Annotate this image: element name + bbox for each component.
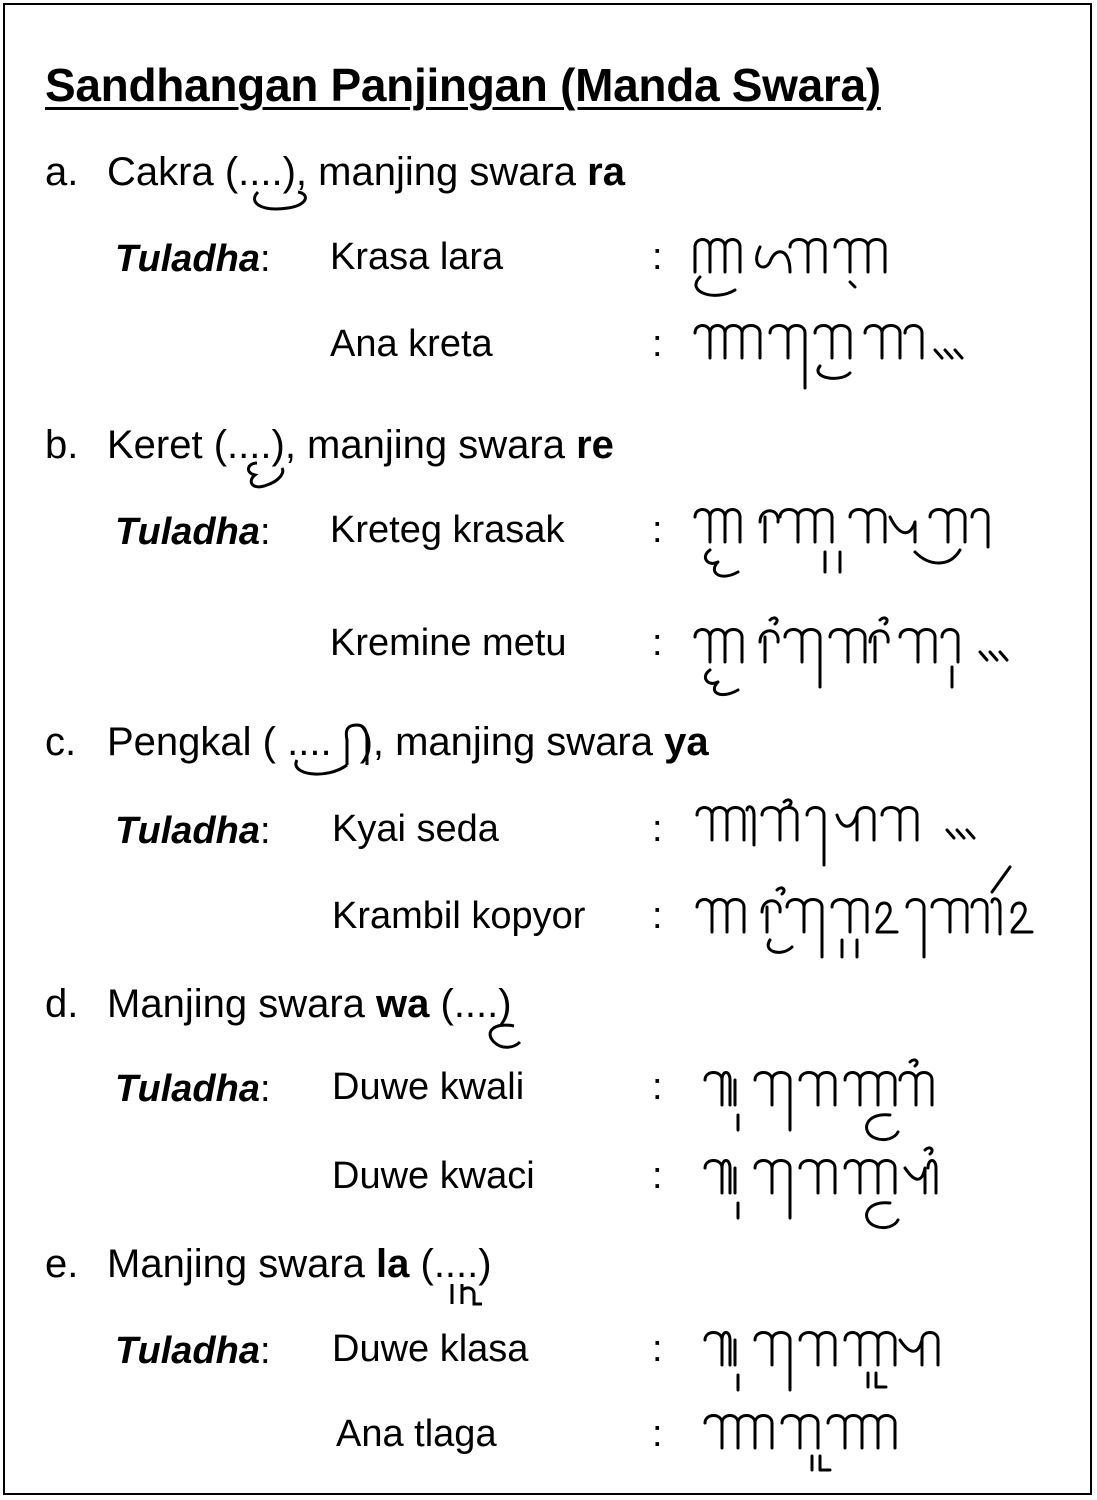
javanese-script-icon: [690, 232, 900, 302]
example-word: Kremine metu: [330, 622, 567, 664]
cakra-glyph-icon: [238, 150, 318, 210]
example-word: Kyai seda: [332, 808, 499, 850]
section-d-heading: d. Manjing swara wa (.... ): [45, 982, 512, 1027]
tuladha-label: Tuladha:: [115, 511, 271, 553]
javanese-script-icon: [700, 1148, 960, 1233]
page-title: Sandhangan Panjingan (Manda Swara): [45, 59, 881, 111]
example-word: Ana tlaga: [336, 1413, 497, 1455]
tuladha-label: Tuladha:: [115, 810, 271, 852]
example-colon: :: [652, 1066, 663, 1108]
example-word: Duwe kwaci: [332, 1155, 535, 1197]
section-b-heading: [45, 423, 614, 468]
section-letter: b.: [45, 423, 79, 467]
example-colon: :: [652, 509, 663, 551]
example-word: Ana kreta: [330, 323, 493, 365]
la-glyph-icon: [434, 1242, 514, 1312]
section-letter: c.: [45, 720, 77, 764]
javanese-script-icon: [700, 1325, 950, 1400]
keret-mark: ....: [227, 423, 271, 468]
javanese-script-icon: [700, 1060, 960, 1145]
example-colon: :: [652, 236, 663, 278]
section-swara: wa: [376, 982, 430, 1026]
example-word: Krasa lara: [330, 236, 504, 278]
example-word: Duwe kwali: [332, 1066, 525, 1108]
section-swara: ra: [587, 150, 625, 194]
javanese-script-icon: [690, 318, 970, 393]
section-name: Keret (: [107, 423, 228, 467]
section-swara: ya: [664, 720, 709, 764]
pengkal-glyph-icon: [287, 720, 387, 780]
example-colon: :: [652, 1413, 663, 1455]
section-e-heading: e. Manjing swara la (.... ): [45, 1242, 492, 1287]
tuladha-label: Tuladha:: [115, 1068, 271, 1110]
section-desc: ), manjing swara: [282, 150, 588, 194]
javanese-script-icon: [692, 862, 1052, 972]
pengkal-mark: ....: [287, 720, 331, 765]
example-word: Duwe klasa: [332, 1328, 529, 1370]
cakra-mark: ....: [238, 150, 282, 195]
section-swara: re: [576, 423, 614, 467]
example-colon: :: [652, 323, 663, 365]
section-letter: a.: [45, 150, 79, 194]
section-desc: ), manjing swara: [271, 423, 577, 467]
example-word: Krambil kopyor: [332, 895, 586, 937]
section-name: Manjing swara: [107, 1242, 377, 1286]
section-swara: la: [376, 1242, 410, 1286]
section-a-heading: [45, 150, 625, 195]
javanese-script-icon: [690, 502, 1000, 592]
example-colon: :: [652, 1328, 663, 1370]
keret-glyph-icon: [227, 423, 307, 493]
example-word: Kreteg krasak: [330, 509, 565, 551]
tuladha-label: Tuladha:: [115, 1330, 271, 1372]
section-desc: ), manjing swara: [359, 720, 665, 764]
javanese-script-icon: [700, 1408, 920, 1483]
tuladha-label: Tuladha:: [115, 238, 271, 280]
example-colon: :: [652, 1155, 663, 1197]
section-name: Pengkal (: [107, 720, 288, 764]
section-name: Cakra (: [107, 150, 239, 194]
wa-mark: ....: [454, 982, 498, 1027]
section-letter: d.: [45, 982, 79, 1026]
la-mark: ....: [434, 1242, 478, 1287]
section-letter: e.: [45, 1242, 79, 1286]
section-name: Manjing swara: [107, 982, 377, 1026]
example-colon: :: [652, 622, 663, 664]
example-colon: :: [652, 895, 663, 937]
wa-glyph-icon: [454, 982, 534, 1052]
example-colon: :: [652, 808, 663, 850]
javanese-script-icon: [690, 612, 1020, 697]
section-c-heading: [45, 720, 709, 765]
